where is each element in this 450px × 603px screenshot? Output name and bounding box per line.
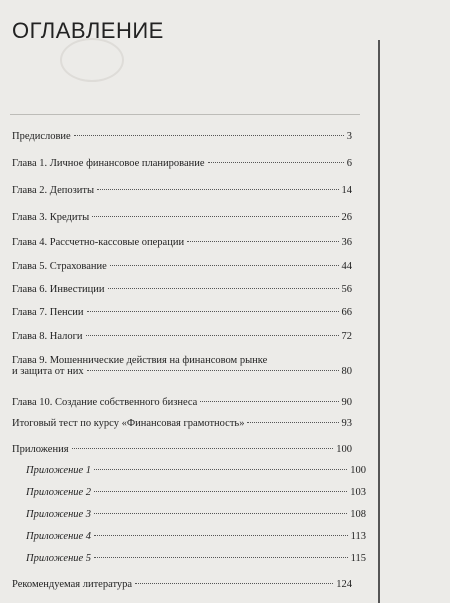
- leader-dots: [110, 265, 339, 266]
- leader-dots: [200, 401, 338, 402]
- toc-entry-page: 14: [341, 185, 352, 196]
- toc-entry-title: Итоговый тест по курсу «Финансовая грамотность»: [12, 418, 245, 429]
- toc-entry-title: Глава 7. Пенсии: [12, 307, 84, 318]
- toc-entry-page: 100: [336, 444, 352, 455]
- toc-entry-title: Глава 6. Инвестиции: [12, 284, 105, 295]
- toc-subentry[interactable]: [12, 553, 366, 564]
- toc-entry-page: 113: [350, 531, 366, 542]
- leader-dots: [87, 370, 339, 371]
- toc-entry[interactable]: [12, 237, 352, 248]
- toc-entry-page: 44: [341, 261, 352, 272]
- toc-subentry[interactable]: [12, 509, 366, 520]
- toc-entry[interactable]: [12, 307, 352, 318]
- leader-dots: [94, 491, 347, 492]
- toc-entry-page: 80: [341, 366, 352, 377]
- margin-rule: [378, 40, 380, 603]
- toc-entry-title: Глава 1. Личное финансовое планирование: [12, 158, 205, 169]
- toc-entry[interactable]: [12, 131, 352, 142]
- toc-entry-page: 115: [350, 553, 366, 564]
- leader-dots: [187, 241, 338, 242]
- toc-entry[interactable]: [12, 444, 352, 455]
- toc-entry-title: Глава 4. Рассчетно-кассовые операции: [12, 237, 185, 248]
- toc-entry[interactable]: [12, 331, 352, 342]
- leader-dots: [97, 189, 338, 190]
- toc-entry-page: 3: [346, 131, 352, 142]
- toc-entry-title-cont: и защита от них: [12, 366, 84, 377]
- leader-dots: [92, 216, 338, 217]
- toc-entry-page: 6: [346, 158, 352, 169]
- toc-entry-title: Приложение 1: [26, 465, 92, 476]
- toc-entry-title: Приложения: [12, 444, 69, 455]
- toc-entry-page: 26: [341, 212, 352, 223]
- leader-dots: [135, 583, 333, 584]
- toc-entry[interactable]: [12, 212, 352, 223]
- leader-dots: [208, 162, 344, 163]
- toc-entry-title: Глава 8. Налоги: [12, 331, 83, 342]
- toc-entry-page: 108: [350, 509, 366, 520]
- toc-entry[interactable]: [12, 185, 352, 196]
- toc-entry[interactable]: [12, 284, 352, 295]
- leader-dots: [72, 448, 334, 449]
- toc-entry-title: Глава 3. Кредиты: [12, 212, 90, 223]
- toc-entry-page: 124: [336, 579, 352, 590]
- leader-dots: [94, 535, 348, 536]
- toc-entry-page: 56: [341, 284, 352, 295]
- toc-subentry[interactable]: [12, 531, 366, 542]
- toc-entry-ch9[interactable]: [12, 355, 352, 377]
- leader-dots: [87, 311, 339, 312]
- page-title: ОГЛАВЛЕНИЕ: [12, 18, 164, 43]
- toc-entry-title: Предисловие: [12, 131, 71, 142]
- toc-entry-page: 93: [341, 418, 352, 429]
- toc-entry[interactable]: [12, 158, 352, 169]
- leader-dots: [108, 288, 339, 289]
- toc-entry-title: Приложение 4: [26, 531, 92, 542]
- toc-entry-title: Глава 2. Депозиты: [12, 185, 95, 196]
- toc-entry[interactable]: [12, 418, 352, 429]
- toc-entry-page: 100: [350, 465, 366, 476]
- toc-entry-title: Глава 5. Страхование: [12, 261, 107, 272]
- leader-dots: [94, 557, 348, 558]
- toc-entry-title: Глава 10. Создание собственного бизнеса: [12, 397, 198, 408]
- toc-entry-page: 103: [350, 487, 366, 498]
- leader-dots: [94, 513, 347, 514]
- leader-dots: [247, 422, 338, 423]
- toc-subentry[interactable]: [12, 465, 366, 476]
- header-divider: [10, 114, 360, 115]
- leader-dots: [86, 335, 339, 336]
- toc-entry-page: 90: [341, 397, 352, 408]
- toc-entry-page: 36: [341, 237, 352, 248]
- toc-entry[interactable]: [12, 397, 352, 408]
- toc-entry-page: 66: [341, 307, 352, 318]
- toc-entry-title: Рекомендуемая литература: [12, 579, 133, 590]
- toc-entry-title: Приложение 5: [26, 553, 92, 564]
- toc-entry[interactable]: [12, 579, 352, 590]
- toc-entry-title: Приложение 3: [26, 509, 92, 520]
- toc-entry-title: Приложение 2: [26, 487, 92, 498]
- leader-dots: [74, 135, 344, 136]
- leader-dots: [94, 469, 347, 470]
- bleed-through-logo: [60, 38, 124, 82]
- toc-subentry[interactable]: [12, 487, 366, 498]
- toc-entry-page: 72: [341, 331, 352, 342]
- toc-entry[interactable]: [12, 261, 352, 272]
- toc-entry-title: Глава 9. Мошеннические действия на финансовом рынке: [12, 355, 268, 366]
